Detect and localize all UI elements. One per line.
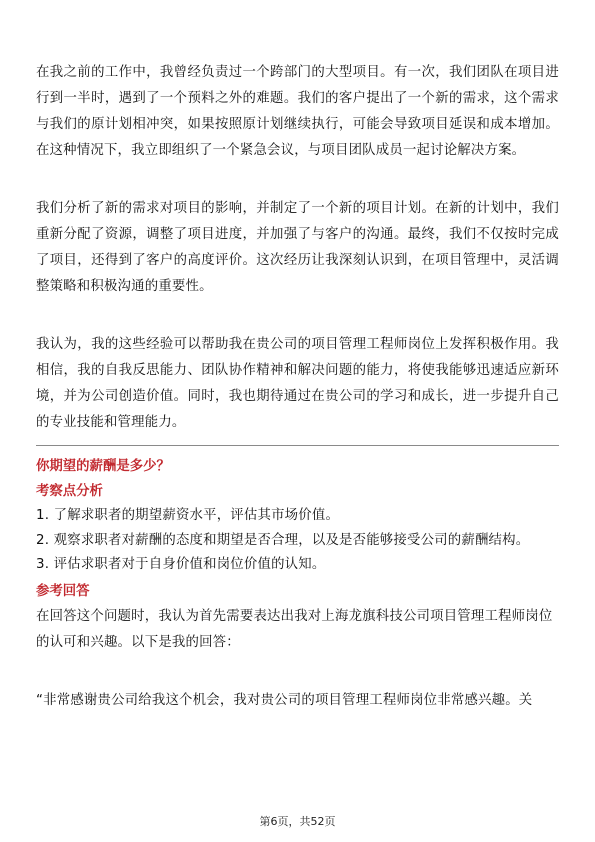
question-title: 你期望的薪酬是多少？ <box>36 459 170 474</box>
answer-quote: “非常感谢贵公司给我这个机会，我对贵公司的项目管理工程师岗位非常感兴趣。关 <box>36 692 533 708</box>
body-paragraph-2: 我们分析了新的需求对项目的影响，并制定了一个新的项目计划。在新的计划中，我们重新分配了资源，调整了项目进度，并加强了与客户的沟通。最终，我们不仅按时完成了项目，还得到了客户的高度评价。这次经历让我深刻认识到，在项目管理中，灵活调整策略和积极沟通的重要性。 <box>36 201 559 294</box>
analysis-item: 3. 评估求职者对于自身价值和岗位价值的认知。 <box>36 557 326 572</box>
analysis-list <box>36 504 559 578</box>
analysis-heading: 考察点分析 <box>36 484 103 499</box>
body-paragraph-3: 我认为，我的这些经验可以帮助我在贵公司的项目管理工程师岗位上发挥积极作用。我相信，我的自我反思能力、团队协作精神和解决问题的能力，将使我能够迅速适应新环境，并为公司创造价值。同时，我也期待通过在贵公司的学习和成长，进一步提升自己的专业技能和管理能力。 <box>36 337 559 430</box>
answer-heading: 参考回答 <box>36 583 90 599</box>
page-footer: 第6页，共52页 <box>259 815 336 828</box>
document-page <box>36 60 559 714</box>
analysis-item: 2. 观察求职者对薪酬的态度和期望是否合理，以及是否能够接受公司的薪酬结构。 <box>36 532 530 548</box>
analysis-item: 1. 了解求职者的期望薪资水平，评估其市场价值。 <box>36 508 340 523</box>
answer-intro: 在回答这个问题时，我认为首先需要表达出我对上海龙旗科技公司项目管理工程师岗位的认可和兴趣。以下是我的回答： <box>36 608 553 650</box>
body-paragraph-1: 在我之前的工作中，我曾经负责过一个跨部门的大型项目。有一次，我们团队在项目进行到一半时，遇到了一个预料之外的难题。我们的客户提出了一个新的需求，这个需求与我们的原计划相冲突，如果按照原计划继续执行，可能会导致项目延误和成本增加。在这种情况下，我立即组织了一个紧急会议，与项目团队成员一起讨论解决方案。 <box>36 65 559 158</box>
section-divider <box>36 445 559 446</box>
